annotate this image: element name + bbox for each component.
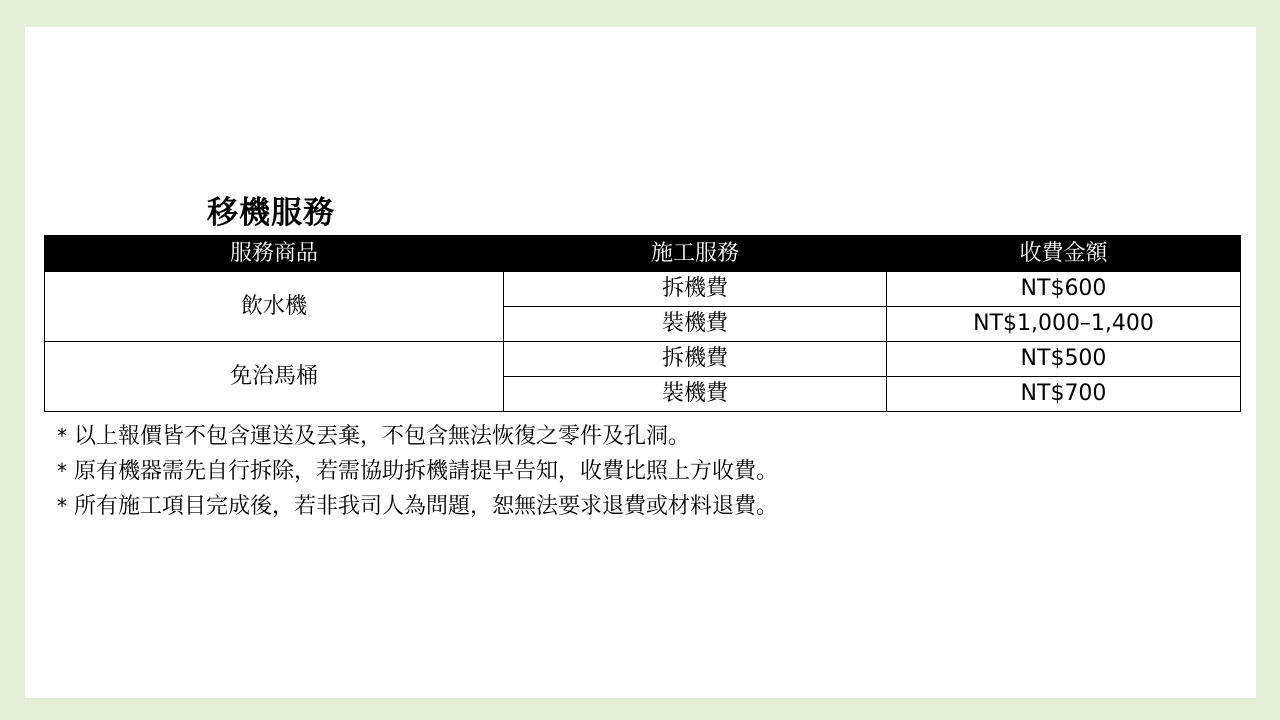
price-cell: NT$700 (887, 377, 1241, 412)
price-cell: NT$500 (887, 342, 1241, 377)
table-row (45, 272, 1241, 307)
price-cell: NT$1,000–1,400 (887, 307, 1241, 342)
table-row (45, 342, 1241, 377)
product-cell: 免治馬桶 (45, 342, 504, 412)
note-item (50, 419, 778, 454)
table-header-row (45, 236, 1241, 272)
page-title: 移機服務 (207, 195, 335, 231)
service-cell: 拆機費 (504, 342, 887, 377)
note-item (50, 454, 778, 489)
notes-list (50, 419, 778, 524)
asterisk-icon: * (57, 494, 67, 518)
note-text: 原有機器需先自行拆除，若需協助拆機請提早告知，收費比照上方收費。 (74, 459, 779, 484)
asterisk-icon: * (57, 459, 67, 483)
note-item (50, 489, 778, 524)
price-cell: NT$600 (887, 272, 1241, 307)
service-cell: 拆機費 (504, 272, 887, 307)
service-cell: 裝機費 (504, 377, 887, 412)
note-text: 以上報價皆不包含運送及丟棄，不包含無法恢復之零件及孔洞。 (74, 424, 691, 449)
service-cell: 裝機費 (504, 307, 887, 342)
header-service: 施工服務 (504, 236, 887, 272)
header-price: 收費金額 (887, 236, 1241, 272)
asterisk-icon: * (57, 424, 67, 448)
header-product: 服務商品 (45, 236, 504, 272)
product-cell: 飲水機 (45, 272, 504, 342)
price-table (44, 235, 1241, 412)
note-text: 所有施工項目完成後，若非我司人為問題，恕無法要求退費或材料退費。 (74, 494, 779, 519)
